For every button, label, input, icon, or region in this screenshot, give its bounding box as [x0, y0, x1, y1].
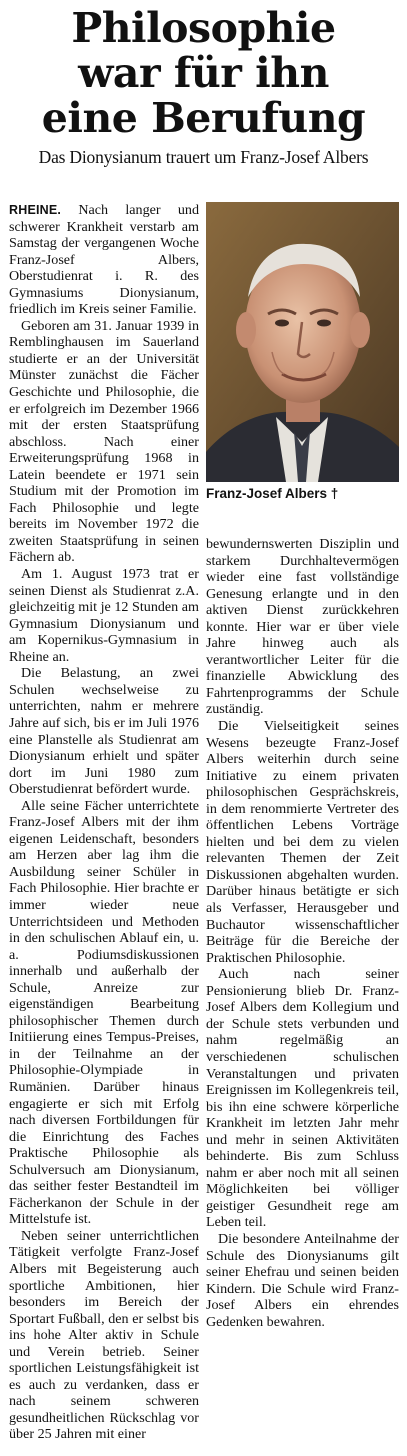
portrait-illustration [206, 202, 399, 482]
paragraph-3: Am 1. August 1973 trat er seinen Dienst als Studienrat z.A. gleichzeitig mit je 12 Stunden am Gymnasium Dionysianum und am Kopernikus-Gymnasium in Rheine an. [9, 566, 199, 665]
paragraph-8: Auch nach seiner Pensionierung blieb Dr. Franz-Josef Albers dem Kollegium und der Schule stets verbunden und nahm regelmäßig an verschiedenen schulischen Veranstaltungen und privaten Ereignissen im Kollegenkreis teil, bis ihn eine schwere körperliche Krankheit im letzten Jahr mehr und mehr in seinen Aktivitäten behinderte. Bis zum Schluss nahm er aber noch mit all seinen Möglichkeiten bei völliger geistiger Gesundheit rege am Leben teil. [206, 966, 399, 1231]
paragraph-1-text: Nach langer und schwerer Krankheit verstarb am Samstag der vergangenen Woche Franz-Josef Albers, Oberstudienrat i. R. des Gymnasiums Dionysianum, friedlich im Kreis seiner Familie. [9, 202, 199, 318]
headline-line-3: eine Berufung [41, 94, 366, 142]
portrait-photo [206, 202, 399, 482]
photo-caption: Franz-Josef Albers † [206, 486, 339, 501]
paragraph-6: Neben seiner unterrichtlichen Tätigkeit verfolgte Franz-Josef Albers mit Begeisterung auch sportliche Ambitionen, hier besonders im Bereich der Sportart Fußball, den er selbst bis ins hohe Alter aktiv in Schule und Verein betrieb. Seiner sportlichen Leistungsfähigkeit ist es auch zu verdanken, dass er nach seinem schweren gesundheitlichen Rückschlag vor über 25 Jahren mit einer [9, 1227, 199, 1443]
article-column-right [206, 536, 399, 1330]
headline [0, 0, 407, 141]
paragraph-1 [9, 202, 199, 318]
paragraph-2: Geboren am 31. Januar 1939 in Remblinghausen im Sauerland studierte er an der Universität Münster zunächst die Fächer Geschichte und Philosophie, die er erfolgreich im Dezember 1966 mit der ersten Staatsprüfung abschloss. Nach einer Erweiterungsprüfung 1968 in Latein beendete er 1971 sein Studium mit der Promotion im Fach Philosophie und legte bereits im November 1972 die zweiten Staatsprüfung in seinen Fächern ab. [9, 317, 199, 566]
paragraph-9: Die besondere Anteilnahme der Schule des Dionysianums gilt seiner Ehefrau und seinen beiden Kindern. Die Schule wird Franz-Josef Albers ein ehrendes Gedenken bewahren. [206, 1230, 399, 1330]
paragraph-5: Alle seine Fächer unterrichtete Franz-Josef Albers mit der ihm eigenen Leidenschaft, besonders am Herzen aber lag ihm die Ausbildung seiner Schüler in Fach Philosophie. Hier brachte er immer wieder neue Unterrichtsideen und Methoden in den schulischen Ablauf ein, u. a. Podiumsdiskussionen innerhalb und außerhalb der Schule, Anreize zur eigenständigen Bearbeitung philosophischer Themen durch Initiierung eines Tempus-Preises, in der Teilnahme an der Philosophie-Olympiade in Rumänien. Darüber hinaus engagierte er sich mit Erfolg nach diversen Fortbildungen für die Einrichtung des Faches Praktische Philosophie als Schulversuch am Dionysianum, das seither fester Bestandteil im Fächerkanon der Schule in der Mittelstufe ist. [9, 797, 199, 1228]
paragraph-7: Die Vielseitigkeit seines Wesens bezeugte Franz-Josef Albers weiterhin durch seine Initiative zu einem privaten philosophischen Gesprächskreis, in dem renommierte Vertreter des öffentlichen Lebens Vorträge hielten und bei dem zu vielen relevanten Themen der Zeit Diskussionen abgehalten wurden. Darüber hinaus betätigte er sich als Verfasser, Herausgeber und Buchautor wissenschaftlicher Beiträge für die Bereiche der Praktischen Philosophie. [206, 718, 399, 966]
paragraph-4: Die Belastung, an zwei Schulen wechselweise zu unterrichten, nahm er mehrere Jahre auf sich, bis er im Juli 1976 eine Planstelle als Studienrat am Dionysianum erhielt und später dort im Juni 1980 zum Oberstudienrat befördert wurde. [9, 665, 199, 798]
headline-line-1: Philosophie [71, 4, 336, 52]
paragraph-6-continued: bewundernswerten Disziplin und starkem Durchhaltevermögen wieder eine fast vollständige Genesung erlangte und in den aktiven Dienst zurückkehren konnte. Hier war er über viele Jahre hinweg auch als verantwortlicher Leiter für die finanzielle Abwicklung des Fahrtenprogramms der Schule zuständig. [206, 536, 399, 718]
dateline-location: RHEINE. [9, 203, 62, 217]
subheadline: Das Dionysianum trauert um Franz-Josef Albers [38, 147, 369, 167]
headline-line-2: war für ihn [78, 49, 329, 97]
article-column-left [9, 202, 199, 1443]
